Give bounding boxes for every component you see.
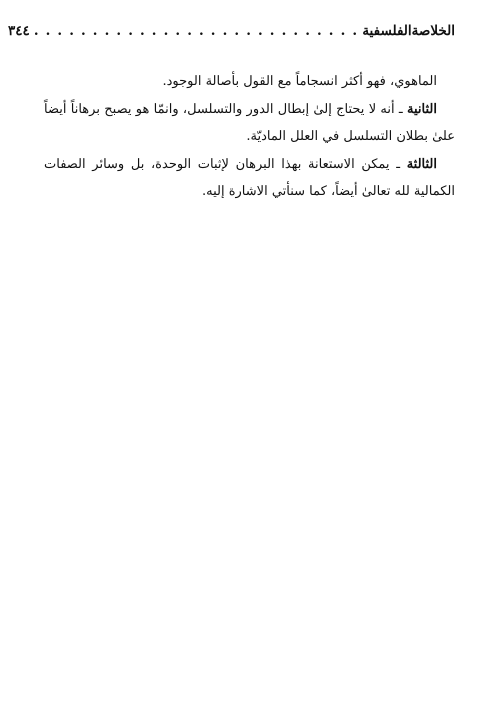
paragraph-2: [44, 96, 455, 151]
paragraph-3: [44, 151, 455, 206]
paragraph-text: الماهوي، فهو أكثر انسجاماً مع القول بأصالة الوجود.: [162, 74, 437, 89]
paragraph-text: ـ أنه لا يحتاج إلىٰ إبطال الدور والتسلسل، وانمّا هو يصبح برهاناً أيضاً علىٰ بطلان التسلسل في العلل الماديّة.: [44, 101, 455, 144]
page-number: ٣٤٤: [8, 23, 30, 39]
paragraph-1: [44, 68, 455, 96]
paragraph-text: ـ يمكن الاستعانة بهذا البرهان لإثبات الوحدة، بل وسائر الصفات الكمالية لله تعالىٰ أيضاً، كما سنأتي الاشارة إليه.: [44, 156, 455, 199]
body-text: [44, 68, 455, 206]
paragraph-lead: الثالثة: [406, 156, 437, 172]
paragraph-lead: الثانية: [407, 101, 437, 117]
page-header-title: الخلاصةالفلسفية: [362, 23, 455, 39]
header-leader-dots: . . . . . . . . . . . . . . . . . . . . . . . . . . . .: [33, 23, 359, 39]
running-header: [8, 20, 455, 42]
